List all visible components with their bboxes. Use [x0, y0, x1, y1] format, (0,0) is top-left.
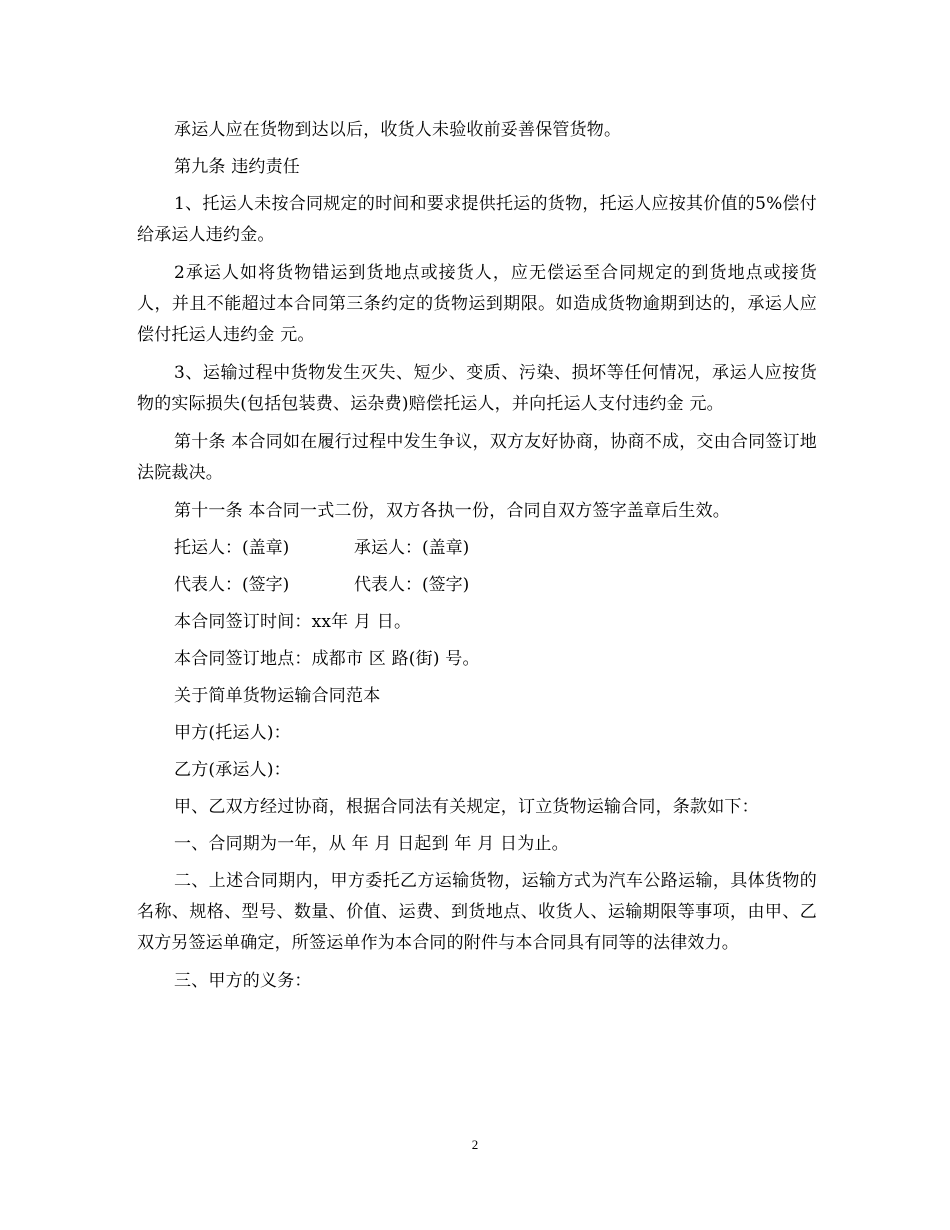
heading-article-9: 第九条 违约责任	[174, 157, 301, 177]
paragraph-preamble: 甲、乙双方经过协商，根据合同法有关规定，订立货物运输合同，条款如下：	[174, 797, 759, 817]
paragraph-article-11: 第十一条 本合同一式二份，双方各执一份，合同自双方签字盖章后生效。	[174, 501, 731, 521]
carrier-representative-label: 代表人：(签字)	[354, 575, 470, 595]
paragraph-breach-2: 2承运人如将货物错运到货地点或接货人，应无偿运至合同规定的到货地点或接货人，并且不能超过本合同第三条约定的货物运到期限。如造成货物逾期到达的，承运人应偿付托运人违约金 元。	[137, 263, 817, 345]
party-b-label: 乙方(承运人)：	[174, 760, 291, 780]
shipper-representative-label: 代表人：(签字)	[174, 575, 290, 595]
paragraph-sign-date: 本合同签订时间：xx年 月 日。	[174, 612, 412, 632]
paragraph-sign-place: 本合同签订地点：成都市 区 路(街) 号。	[174, 649, 480, 669]
signature-row-representative	[137, 570, 817, 601]
paragraph-custody: 承运人应在货物到达以后，收货人未验收前妥善保管货物。	[174, 120, 622, 140]
paragraph-scope: 二、上述合同期内，甲方委托乙方运输货物，运输方式为汽车公路运输，具体货物的名称、规格、型号、数量、价值、运费、到货地点、收货人、运输期限等事项，由甲、乙双方另签运单确定，所签运单作为本合同的附件与本合同具有同等的法律效力。	[137, 871, 817, 953]
document-body	[137, 115, 817, 1003]
heading-party-a-duties: 三、甲方的义务：	[174, 971, 312, 991]
shipper-seal-label: 托运人：(盖章)	[174, 538, 290, 558]
carrier-seal-label: 承运人：(盖章)	[354, 538, 470, 558]
signature-row-seal	[137, 533, 817, 564]
page-number: 2	[471, 1137, 479, 1152]
paragraph-breach-1: 1、托运人未按合同规定的时间和要求提供托运的货物，托运人应按其价值的5%偿付给承运人违约金。	[137, 194, 817, 245]
section-title-template: 关于简单货物运输合同范本	[174, 686, 381, 706]
paragraph-term: 一、合同期为一年，从 年 月 日起到 年 月 日为止。	[174, 834, 569, 854]
paragraph-breach-3: 3、运输过程中货物发生灭失、短少、变质、污染、损坏等任何情况，承运人应按货物的实际损失(包括包装费、运杂费)赔偿托运人，并向托运人支付违约金 元。	[137, 363, 817, 414]
party-a-label: 甲方(托运人)：	[174, 723, 291, 743]
paragraph-article-10: 第十条 本合同如在履行过程中发生争议，双方友好协商，协商不成，交由合同签订地法院裁决。	[137, 432, 817, 483]
